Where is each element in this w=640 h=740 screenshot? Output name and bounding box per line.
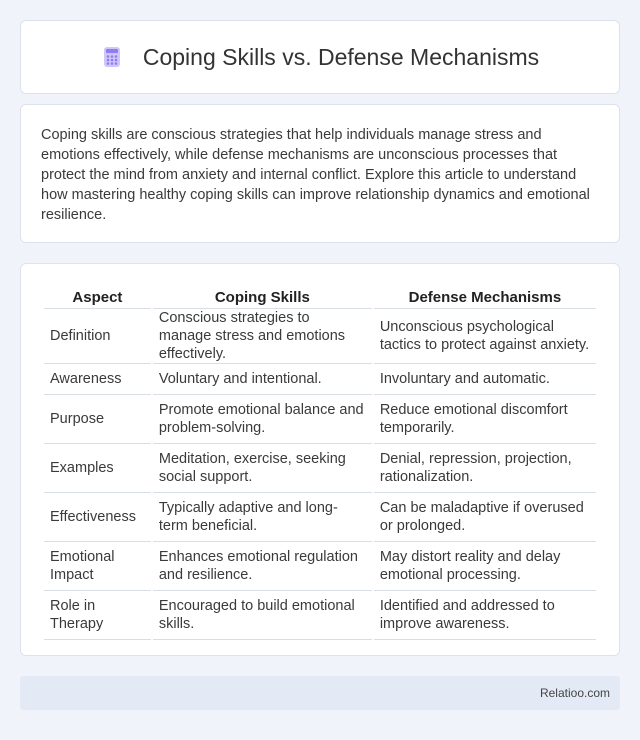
- table-row: [44, 493, 596, 542]
- row-defense-mechanisms: Involuntary and automatic.: [374, 364, 596, 395]
- row-defense-mechanisms: Reduce emotional discomfort temporarily.: [374, 395, 596, 444]
- column-header-aspect: Aspect: [44, 284, 151, 309]
- footer: [20, 676, 620, 710]
- column-header-defense-mechanisms: Defense Mechanisms: [374, 284, 596, 309]
- row-coping-skills: Promote emotional balance and problem-solving.: [153, 395, 372, 444]
- table-row: [44, 364, 596, 395]
- table-row: [44, 309, 596, 364]
- row-coping-skills: Enhances emotional regulation and resilience.: [153, 542, 372, 591]
- table-row: [44, 542, 596, 591]
- row-coping-skills: Meditation, exercise, seeking social support.: [153, 444, 372, 493]
- footer-brand[interactable]: Relatioo.com: [539, 686, 610, 700]
- comparison-table-card: [20, 263, 620, 656]
- table-row: [44, 444, 596, 493]
- intro-text: Coping skills are conscious strategies that help individuals manage stress and emotions effectively, while defense mechanisms are unconscious processes that protect the mind from anxiety and internal conflict. Explore this article to understand how mastering healthy coping skills can improve relationship dynamics and emotional resilience.: [41, 127, 590, 223]
- table-row: [44, 395, 596, 444]
- row-defense-mechanisms: Unconscious psychological tactics to protect against anxiety.: [374, 309, 596, 364]
- comparison-table: [42, 284, 598, 640]
- table-row: [44, 591, 596, 640]
- row-aspect: Role in Therapy: [44, 591, 151, 640]
- row-aspect: Effectiveness: [44, 493, 151, 542]
- row-aspect: Examples: [44, 444, 151, 493]
- title-card: [20, 20, 620, 94]
- row-coping-skills: Typically adaptive and long-term beneficial.: [153, 493, 372, 542]
- row-defense-mechanisms: May distort reality and delay emotional processing.: [374, 542, 596, 591]
- row-aspect: Awareness: [44, 364, 151, 395]
- row-coping-skills: Encouraged to build emotional skills.: [153, 591, 372, 640]
- row-aspect: Emotional Impact: [44, 542, 151, 591]
- row-defense-mechanisms: Can be maladaptive if overused or prolonged.: [374, 493, 596, 542]
- page-title: Coping Skills vs. Defense Mechanisms: [142, 43, 540, 70]
- intro-card: [20, 104, 620, 243]
- row-defense-mechanisms: Denial, repression, projection, rationalization.: [374, 444, 596, 493]
- column-header-coping-skills: Coping Skills: [153, 284, 372, 309]
- row-coping-skills: Conscious strategies to manage stress and emotions effectively.: [153, 309, 372, 364]
- table-header-row: [44, 284, 596, 309]
- row-aspect: Purpose: [44, 395, 151, 444]
- row-aspect: Definition: [44, 309, 151, 364]
- calculator-icon: [101, 46, 123, 68]
- row-defense-mechanisms: Identified and addressed to improve awareness.: [374, 591, 596, 640]
- row-coping-skills: Voluntary and intentional.: [153, 364, 372, 395]
